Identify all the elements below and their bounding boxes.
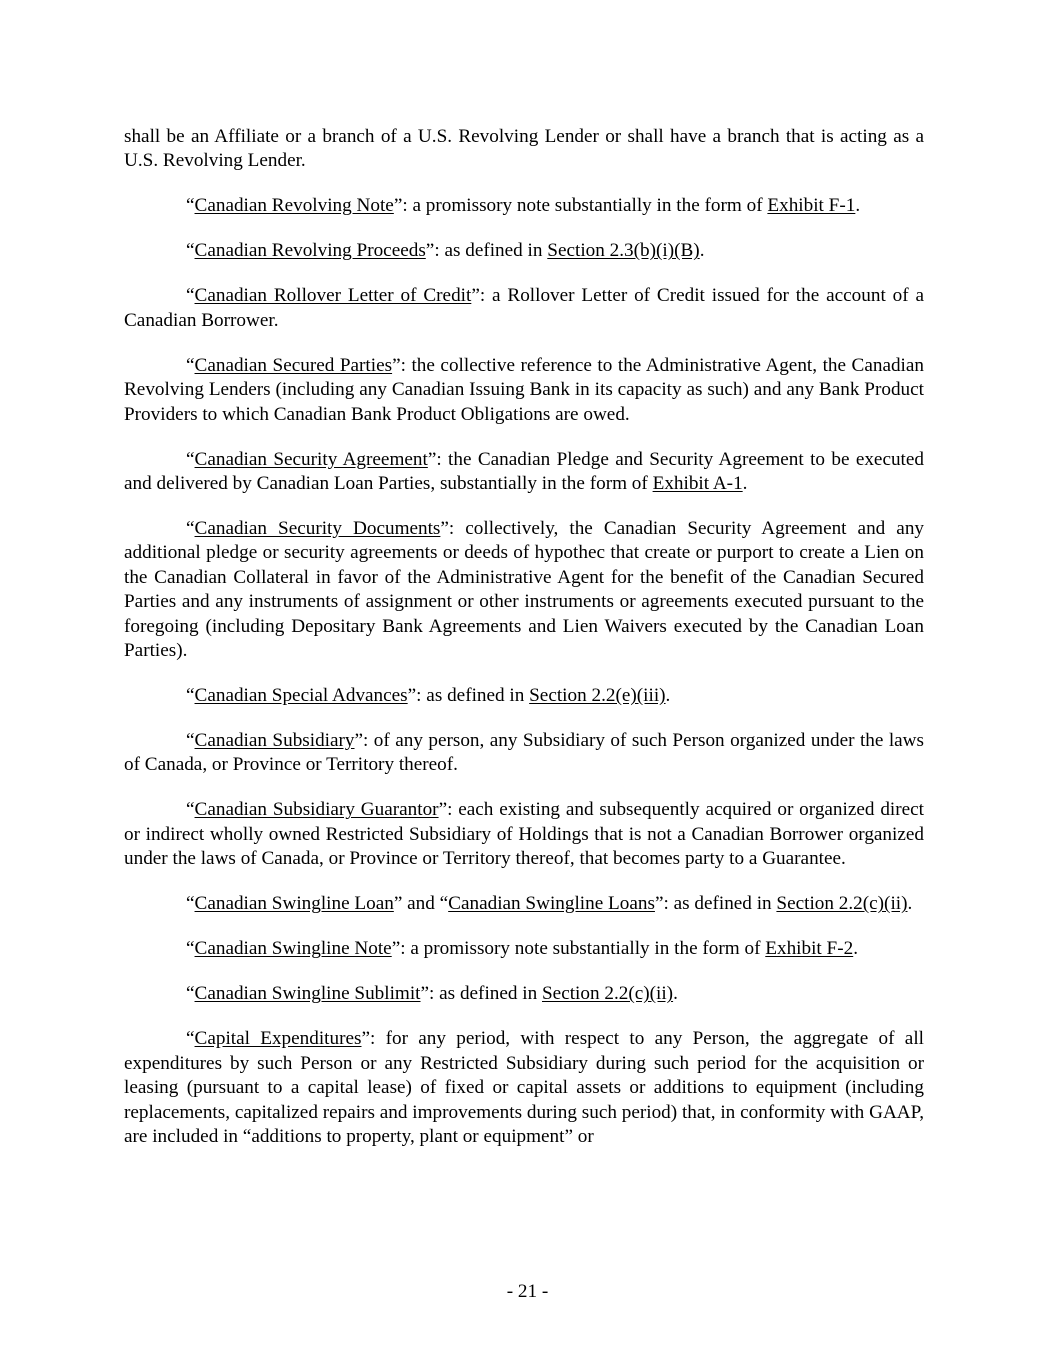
definition-canadian-security-agreement xyxy=(124,448,924,497)
text-run: ”: as defined in xyxy=(654,893,777,915)
definition-canadian-special-advances xyxy=(124,684,924,708)
underlined-term: Section 2.2(c)(ii) xyxy=(776,893,908,915)
definition-canadian-subsidiary-guarantor xyxy=(124,798,924,871)
definition-canadian-revolving-note xyxy=(124,194,924,218)
underlined-term: Canadian Swingline Loans xyxy=(448,893,655,915)
page-number: - 21 - xyxy=(506,1281,549,1302)
text-run: “ xyxy=(186,1028,195,1050)
text-run: ”: as defined in xyxy=(425,240,548,262)
text-run: ”: as defined in xyxy=(407,685,530,707)
text-run: “ xyxy=(186,983,195,1005)
text-run: ”: a promissory note substantially in the form of xyxy=(391,938,766,960)
underlined-term: Canadian Swingline Loan xyxy=(194,893,394,915)
underlined-term: Canadian Revolving Note xyxy=(194,195,394,217)
definition-canadian-subsidiary xyxy=(124,729,924,778)
text-run: shall be an Affiliate or a branch of a U.S. Revolving Lender or shall have a branch that is acting as a U.S. Revolving Lender. xyxy=(124,126,924,172)
text-run: “ xyxy=(186,799,195,821)
text-run: . xyxy=(699,240,705,262)
text-run: . xyxy=(855,195,861,217)
underlined-term: Canadian Swingline Note xyxy=(194,938,392,960)
definition-canadian-secured-parties xyxy=(124,354,924,427)
definition-canadian-rollover-letter-of-credit xyxy=(124,284,924,333)
underlined-term: Canadian Security Documents xyxy=(194,518,441,540)
underlined-term: Section 2.2(e)(iii) xyxy=(529,685,666,707)
text-run: . xyxy=(853,938,859,960)
text-run: ”: a promissory note substantially in the form of xyxy=(393,195,768,217)
underlined-term: Exhibit F-2 xyxy=(765,938,854,960)
text-run: . xyxy=(673,983,678,1005)
definition-capital-expenditures xyxy=(124,1027,924,1149)
text-run: “ xyxy=(186,240,195,262)
text-run: ” and “ xyxy=(393,893,449,915)
text-run: “ xyxy=(186,938,195,960)
underlined-term: Canadian Security Agreement xyxy=(194,448,428,470)
definition-canadian-security-documents xyxy=(124,517,924,663)
text-run: ”: for any period, with respect to any Person, the aggregate of all expenditures by such Person or any Restricted Subsidiary during such period for the acquisition or leasing (pursuant to a capital lease) of fixed or capital assets or additions to equipment (including replacements, capitalized repairs and improvements during such period) that, in conformity with GAAP, are included in “additions to property, plant or equipment” or xyxy=(124,1028,924,1147)
underlined-term: Canadian Secured Parties xyxy=(194,354,393,376)
text-run: ”: collectively, the Canadian Security Agreement and any additional pledge or security agreements or deeds of hypothec that create or purport to create a Lien on the Canadian Collateral in favor of the Administrative Agent for the benefit of the Canadian Secured Parties and any instruments of assignment or other instruments or agreements executed pursuant to the foregoing (including Depositary Bank Agreements and Lien Waivers executed by the Canadian Loan Parties). xyxy=(124,518,925,662)
underlined-term: Section 2.2(c)(ii) xyxy=(542,983,674,1005)
text-run: ”: the collective reference to the Administrative Agent, the Canadian Revolving Lenders (including any Canadian Issuing Bank in its capacity as such) and any Bank Product Providers to which Canadian Bank Product Obligations are owed. xyxy=(124,354,924,425)
text-run: ”: a Rollover Letter of Credit issued for the account of a Canadian Borrower. xyxy=(124,285,924,331)
paragraph-continuation xyxy=(124,125,924,174)
definition-canadian-revolving-proceeds xyxy=(124,239,924,263)
definition-canadian-swingline-loan xyxy=(124,892,924,916)
text-run: ”: each existing and subsequently acquired or organized direct or indirect wholly owned Restricted Subsidiary of Holdings that is not a Canadian Borrower organized under the laws of Canada, or Province or Territory thereof, that becomes party to a Guarantee. xyxy=(124,799,925,870)
document-body xyxy=(124,125,924,1149)
underlined-term: Capital Expenditures xyxy=(194,1028,362,1050)
underlined-term: Canadian Rollover Letter of Credit xyxy=(194,285,472,307)
underlined-term: Canadian Special Advances xyxy=(194,685,408,707)
underlined-term: Exhibit F-1 xyxy=(767,195,856,217)
underlined-term: Canadian Subsidiary xyxy=(194,730,355,752)
text-run: ”: of any person, any Subsidiary of such Person organized under the laws of Canada, or Province or Territory thereof. xyxy=(124,730,924,776)
text-run: “ xyxy=(186,518,195,540)
text-run: “ xyxy=(186,685,195,707)
underlined-term: Canadian Revolving Proceeds xyxy=(194,240,426,262)
definition-canadian-swingline-note xyxy=(124,937,924,961)
underlined-term: Exhibit A-1 xyxy=(652,473,743,495)
text-run: ”: the Canadian Pledge and Security Agreement to be executed and delivered by Canadian Loan Parties, substantially in the form of xyxy=(124,448,924,495)
text-run: . xyxy=(742,473,748,495)
text-run: “ xyxy=(186,730,195,752)
text-run: “ xyxy=(186,285,195,307)
definition-canadian-swingline-sublimit xyxy=(124,982,924,1006)
text-run: “ xyxy=(186,195,195,217)
underlined-term: Section 2.3(b)(i)(B) xyxy=(547,240,700,262)
underlined-term: Canadian Swingline Sublimit xyxy=(194,983,421,1005)
text-run: “ xyxy=(186,893,195,915)
text-run: “ xyxy=(186,354,195,376)
text-run: . xyxy=(665,685,671,707)
text-run: ”: as defined in xyxy=(420,983,542,1005)
text-run: “ xyxy=(186,448,195,470)
text-run: . xyxy=(907,893,913,915)
underlined-term: Canadian Subsidiary Guarantor xyxy=(194,799,439,821)
